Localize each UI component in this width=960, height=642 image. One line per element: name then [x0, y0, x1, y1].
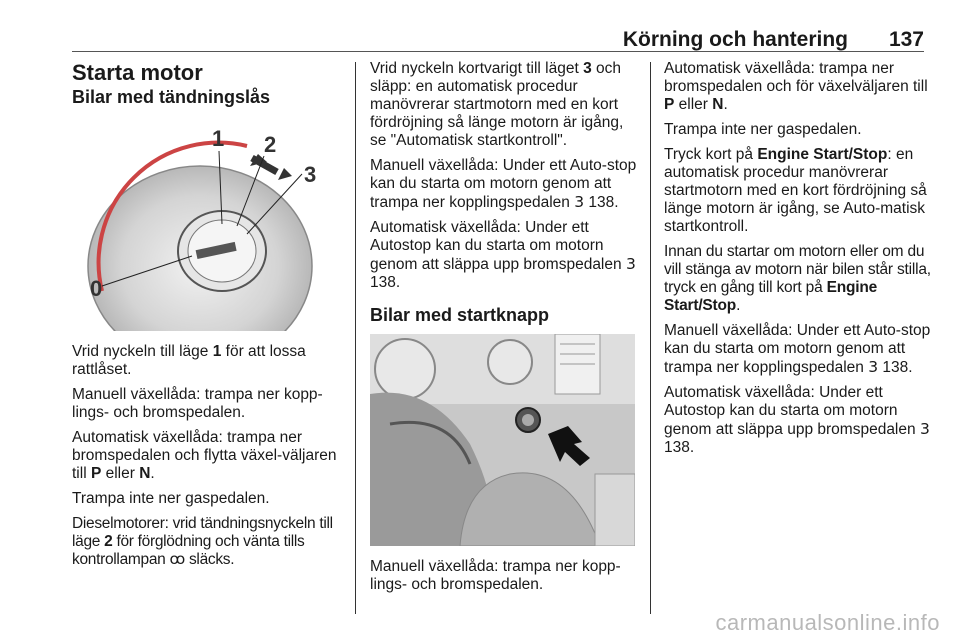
subsection-heading: Bilar med tändningslås [72, 87, 271, 107]
column-divider [355, 62, 356, 614]
paragraph: Vrid nyckeln kortvarigt till läget 3 och släpp: en automatisk procedur manövrerar startmotorn med en kort fördröjning så länge motorn är igång, se "Automatisk startkontroll". [370, 60, 624, 149]
paragraph: Manuell växellåda: Under ett Auto-stop kan du starta om motorn genom att trampa ner kopplingspedalen 3 138. [370, 157, 637, 211]
page-header [0, 0, 960, 52]
page-ref-icon: 3 [919, 420, 930, 438]
glow-plug-icon: ꝏ [169, 551, 185, 568]
column-divider [650, 62, 651, 614]
paragraph: Dieselmotorer: vrid tändningsnyckeln till läge 2 för förglödning och vänta tills kontrollampan ꝏ släcks. [72, 515, 333, 568]
page-ref-icon: 3 [625, 255, 636, 273]
paragraph: Manuell växellåda: trampa ner kopp-lings- och bromspedalen. [72, 386, 323, 421]
subsection-heading: Bilar med startknapp [370, 305, 550, 325]
column-1 [72, 60, 347, 576]
start-button-figure [370, 334, 635, 546]
paragraph: Automatisk växellåda: Under ett Autostop kan du starta om motorn genom att släppa upp bromspedalen 3 138. [370, 219, 636, 291]
paragraph: Tryck kort på Engine Start/Stop: en automatisk procedur manövrerar startmotorn med en kort fördröjning så länge motorn är igång, se Auto-matisk startkontroll. [664, 146, 927, 235]
paragraph: Innan du startar om motorn eller om du vill stänga av motorn när bilen står stilla, tryck en gång till kort på Engine Start/Stop. [664, 243, 931, 314]
page-ref-icon: 3 [574, 193, 585, 211]
column-3 [664, 60, 934, 464]
paragraph: Manuell växellåda: Under ett Auto-stop kan du starta om motorn genom att trampa ner kopplingspedalen 3 138. [664, 322, 931, 376]
watermark: carmanualsonline.info [715, 610, 940, 635]
page-number: 137 [888, 28, 924, 51]
paragraph: Trampa inte ner gaspedalen. [72, 490, 270, 507]
paragraph: Automatisk växellåda: Under ett Autostop kan du starta om motorn genom att släppa upp bromspedalen 3 138. [664, 384, 930, 456]
column-2 [370, 60, 642, 601]
paragraph: Vrid nyckeln till läge 1 för att lossa rattlåset. [72, 343, 306, 378]
figure-label-3: 3 [304, 162, 317, 187]
ignition-switch-figure [72, 116, 337, 331]
figure-label-0: 0 [90, 276, 103, 301]
paragraph: Automatisk växellåda: trampa ner bromspedalen och för växelväljaren till P eller N. [664, 60, 928, 113]
figure-label-1: 1 [212, 126, 225, 151]
header-rule [72, 51, 924, 52]
paragraph: Trampa inte ner gaspedalen. [664, 121, 862, 138]
page-ref-icon: 3 [868, 358, 879, 376]
section-heading: Starta motor [72, 60, 203, 85]
chapter-title: Körning och hantering [622, 28, 848, 51]
figure-label-2: 2 [264, 132, 277, 157]
paragraph: Automatisk växellåda: trampa ner bromspedalen och flytta växel-väljaren till P eller N. [72, 429, 337, 482]
paragraph: Manuell växellåda: trampa ner kopp-lings- och bromspedalen. [370, 558, 621, 593]
